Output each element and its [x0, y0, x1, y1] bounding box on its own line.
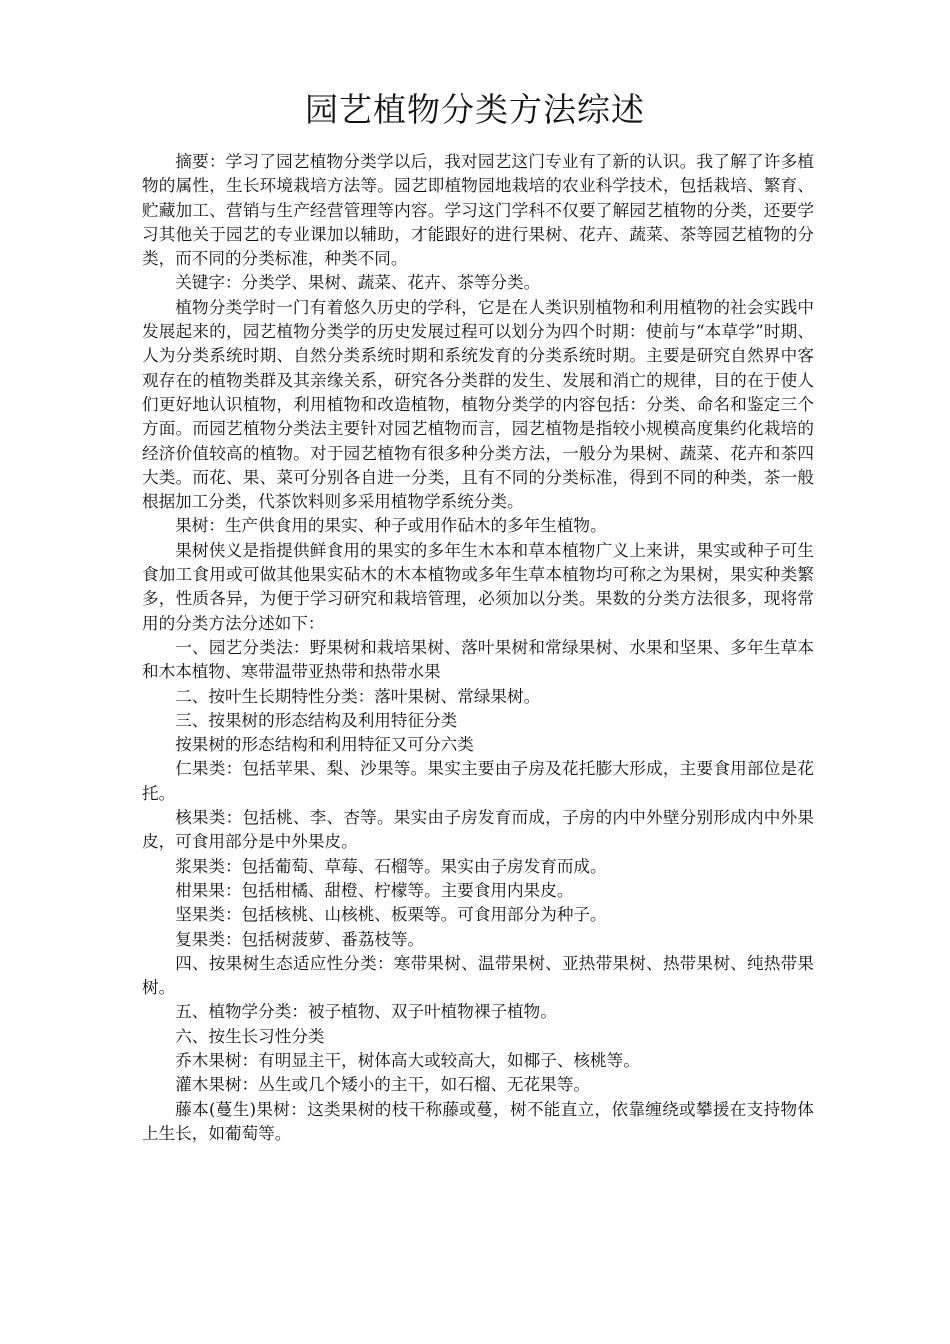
body-paragraph: 按果树的形态结构和利用特征又可分六类: [175, 735, 474, 755]
body-paragraph: 果树侠义是指提供鲜食用的果实的多年生木本和草本植物广义上来讲，果实或种子可生食加工食用或可做其他果实砧木的木本植物或多年生草本植物均可称之为果树，果实种类繁多，性质各异，为便于学习研究和栽培管理，必须加以分类。果数的分类方法很多，现将常用的分类方法分述如下：: [142, 540, 814, 633]
body-paragraph: 六、按生长习性分类: [175, 1026, 325, 1046]
body-paragraph: 四、按果树生态适应性分类：寒带果树、温带果树、亚热带果树、热带果树、纯热带果树。: [142, 953, 814, 998]
keywords-paragraph: 关键字：分类学、果树、蔬菜、花卉、茶等分类。: [175, 273, 541, 293]
body-paragraph: 藤本(蔓生)果树：这类果树的枝干称藤或蔓，树不能直立，依靠缠绕或攀援在支持物体上生长，如葡萄等。: [142, 1099, 814, 1143]
body-paragraph: 乔木果树：有明显主干，树体高大或较高大，如椰子、核桃等。: [175, 1050, 640, 1070]
body-paragraph: 一、园艺分类法：野果树和栽培果树、落叶果树和常绿果树、水果和坚果、多年生草本和木本植物、寒带温带亚热带和热带水果: [142, 637, 814, 682]
body-paragraph: 五、植物学分类：被子植物、双子叶植物裸子植物。: [175, 1002, 557, 1022]
body-paragraph: 柑果果：包括柑橘、甜橙、柠檬等。主要食用内果皮。: [175, 880, 574, 900]
body-paragraph: 二、按叶生长期特性分类：落叶果树、常绿果树。: [175, 686, 541, 706]
document-title: 园艺植物分类方法综述: [305, 90, 645, 129]
document-body: [142, 150, 814, 1146]
body-paragraph: 坚果类：包括核桃、山核桃、板栗等。可食用部分为种子。: [175, 905, 607, 925]
body-paragraph: 三、按果树的形态结构及利用特征分类: [175, 710, 458, 730]
body-paragraph: 果树：生产供食用的果实、种子或用作砧木的多年生植物。: [175, 516, 607, 536]
body-paragraph: 仁果类：包括苹果、梨、沙果等。果实主要由子房及花托膨大形成，主要食用部位是花托。: [142, 759, 814, 803]
body-paragraph: 核果类：包括桃、李、杏等。果实由子房发育而成，子房的内中外壁分别形成内中外果皮，可食用部分是中外果皮。: [142, 808, 814, 852]
body-paragraph: 复果类：包括树菠萝、番荔枝等。: [175, 929, 425, 949]
abstract-paragraph: 摘要：学习了园艺植物分类学以后，我对园艺这门专业有了新的认识。我了解了许多植物的属性，生长环境栽培方法等。园艺即植物园地栽培的农业科学技术，包括栽培、繁育、贮藏加工、营销与生产经营管理等内容。学习这门学科不仅要了解园艺植物的分类，还要学习其他关于园艺的专业课加以辅助，才能跟好的进行果树、花卉、蔬菜、茶等园艺植物的分类，而不同的分类标准，种类不同。: [142, 152, 814, 269]
body-paragraph: 植物分类学时一门有着悠久历史的学科，它是在人类识别植物和利用植物的社会实践中发展起来的，园艺植物分类学的历史发展过程可以划分为四个时期：使前与“本草学”时期、人为分类系统时期、自然分类系统时期和系统发育的分类系统时期。主要是研究自然界中客观存在的植物类群及其亲缘关系，研究各分类群的发生、发展和消亡的规律，目的在于使人们更好地认识植物，利用植物和改造植物，植物分类学的内容包括：分类、命名和鉴定三个方面。而园艺植物分类法主要针对园艺植物而言，园艺植物是指较小规模高度集约化栽培的经济价值较高的植物。对于园艺植物有很多种分类方法，一般分为果树、蔬菜、花卉和茶四大类。而花、果、菜可分别各自进一分类，且有不同的分类标准，得到不同的种类，茶一般根据加工分类，代茶饮料则多采用植物学系统分类。: [142, 297, 814, 512]
body-paragraph: 灌木果树：丛生或几个矮小的主干，如石榴、无花果等。: [175, 1075, 591, 1095]
body-paragraph: 浆果类：包括葡萄、草莓、石榴等。果实由子房发育而成。: [175, 856, 607, 876]
